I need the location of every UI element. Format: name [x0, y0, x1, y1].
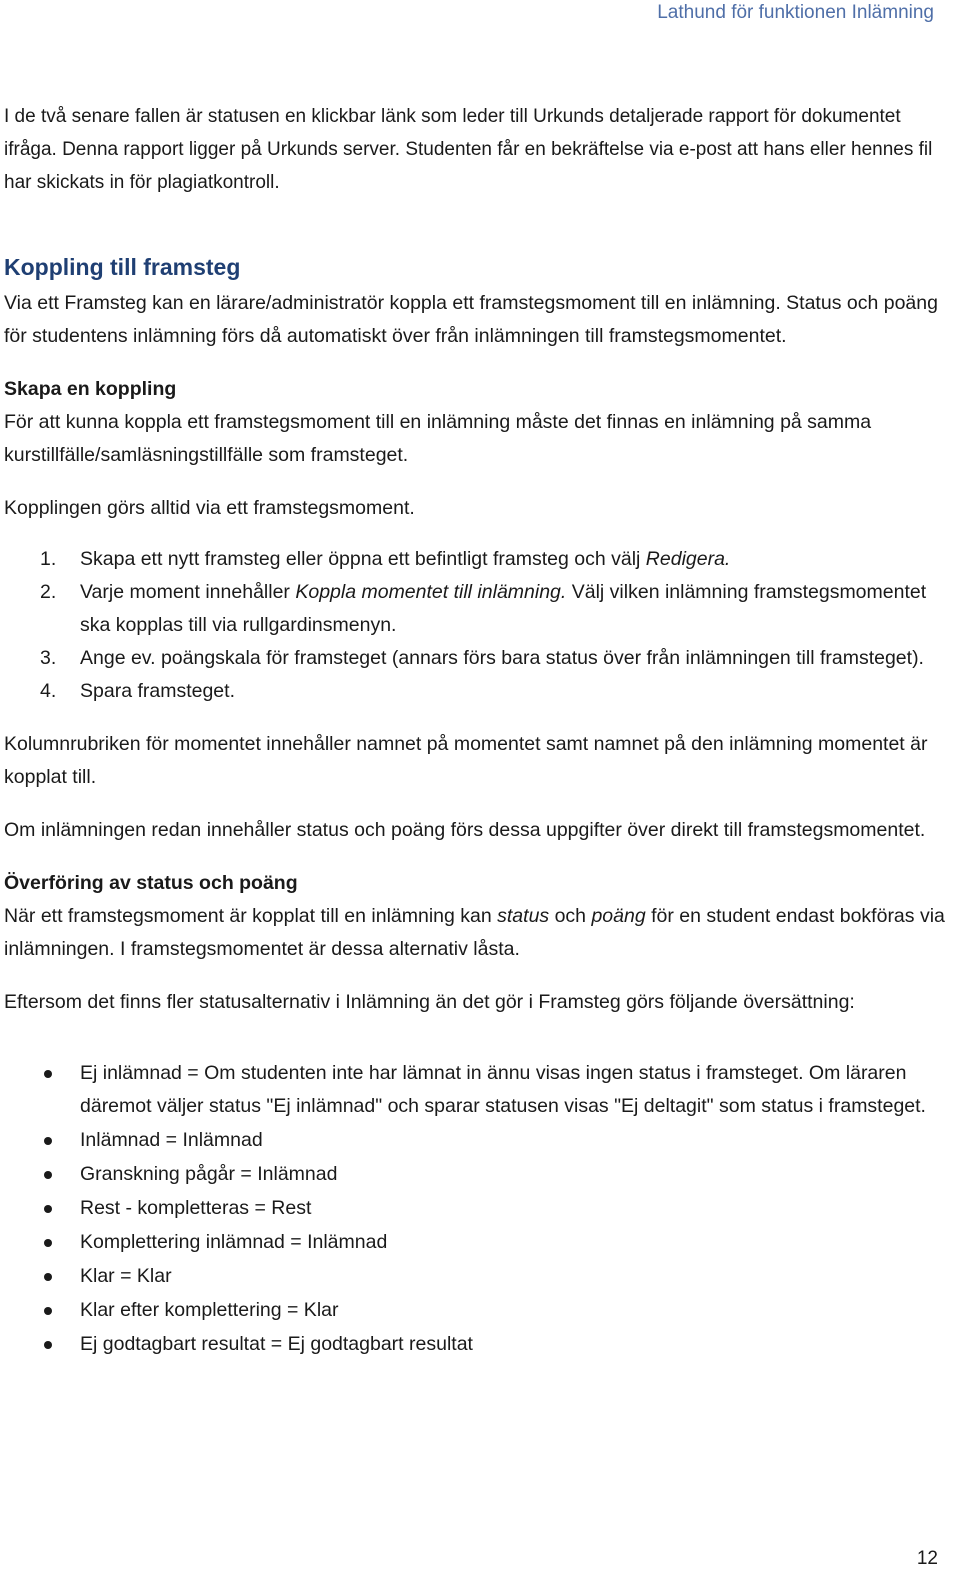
mapping-item: [4, 1260, 954, 1293]
step-text: Skapa ett nytt framsteg eller öppna ett befintligt framsteg och välj: [80, 548, 646, 570]
bullet-icon: [44, 1205, 52, 1213]
redan-status-paragraph: Om inlämningen redan innehåller status och poäng förs dessa uppgifter över direkt till framstegsmomentet.: [4, 819, 926, 841]
mapping-text: Klar efter komplettering = Klar: [80, 1299, 339, 1321]
document-header: Lathund för funktionen Inlämning: [657, 2, 934, 23]
overforing-emphasis-poang: poäng: [591, 905, 646, 927]
document-body: [4, 100, 954, 1362]
step-emphasis: Koppla momentet till inlämning.: [295, 581, 567, 603]
bullet-icon: [44, 1341, 52, 1349]
mapping-item: [4, 1226, 954, 1259]
bullet-icon: [44, 1239, 52, 1247]
mapping-text: Komplettering inlämnad = Inlämnad: [80, 1231, 388, 1253]
mapping-text: Ej godtagbart resultat = Ej godtagbart resultat: [80, 1333, 473, 1355]
overforing-text-mid: och: [549, 905, 592, 927]
mapping-text: Rest - kompletteras = Rest: [80, 1197, 312, 1219]
overforing-paragraph: [4, 900, 954, 966]
overforing-emphasis-status: status: [497, 905, 550, 927]
mapping-item: [4, 1192, 954, 1225]
bullet-icon: [44, 1273, 52, 1281]
step-number: 2.: [40, 581, 57, 603]
step-text: Ange ev. poängskala för framsteget (annars förs bara status över från inlämningen till framsteget).: [80, 647, 924, 669]
step-item: [4, 642, 954, 675]
mapping-item: [4, 1158, 954, 1191]
mapping-list: [4, 1057, 954, 1361]
mapping-text: Granskning pågår = Inlämnad: [80, 1163, 338, 1185]
step-text: Varje moment innehåller: [80, 581, 296, 603]
step-text-post: Välj vilken inlämning framstegsmomentet ska kopplas till via rullgardinsmenyn.: [80, 581, 927, 636]
kolumnrubrik-paragraph: Kolumnrubriken för momentet innehåller namnet på momentet samt namnet på den inlämning momentet är kopplat till.: [4, 733, 928, 788]
koppling-paragraph: Via ett Framsteg kan en lärare/administratör koppla ett framstegsmoment till en inlämning. Status och poäng för studentens inlämning förs då automatiskt över från inlämningen till framstegsmomentet.: [4, 292, 938, 347]
step-number: 1.: [40, 548, 57, 570]
kopplingen-note: Kopplingen görs alltid via ett framstegsmoment.: [4, 497, 415, 519]
mapping-item: [4, 1328, 954, 1361]
step-emphasis: Redigera.: [645, 548, 731, 570]
intro-paragraph: I de två senare fallen är statusen en klickbar länk som leder till Urkunds detaljerade rapport för dokumentet ifråga. Denna rapport ligger på Urkunds server. Studenten får en bekräftelse via e-post att hans eller hennes fil har skickats in för plagiatkontroll.: [4, 106, 933, 193]
mapping-text: Inlämnad = Inlämnad: [80, 1129, 263, 1151]
bullet-icon: [44, 1070, 52, 1078]
page-number: 12: [916, 1548, 938, 1569]
mapping-item: [4, 1294, 954, 1327]
skapa-paragraph: För att kunna koppla ett framstegsmoment till en inlämning måste det finnas en inlämning på samma kurstillfälle/samläsningstillfälle som framsteget.: [4, 411, 872, 466]
heading-skapa-en-koppling: Skapa en koppling: [4, 378, 177, 400]
mapping-text: Ej inlämnad = Om studenten inte har lämnat in ännu visas ingen status i framsteget. Om läraren däremot väljer status "Ej inlämnad" och sparar statusen visas "Ej deltagit" som status i framsteget.: [80, 1062, 926, 1117]
step-number: 3.: [40, 647, 57, 669]
eftersom-paragraph: Eftersom det finns fler statusalternativ i Inlämning än det gör i Framsteg görs följande översättning:: [4, 991, 855, 1013]
overforing-text: När ett framstegsmoment är kopplat till en inlämning kan: [4, 905, 498, 927]
mapping-item: [4, 1124, 954, 1157]
bullet-icon: [44, 1171, 52, 1179]
mapping-item: [4, 1057, 954, 1123]
heading-overforing: Överföring av status och poäng: [4, 872, 298, 894]
step-item: [4, 576, 954, 642]
step-number: 4.: [40, 680, 57, 702]
bullet-icon: [44, 1307, 52, 1315]
bullet-icon: [44, 1137, 52, 1145]
step-text: Spara framsteget.: [80, 680, 235, 702]
overforing-text-post: för en student endast bokföras via inlämningen. I framstegsmomentet är dessa alternativ låsta.: [4, 905, 945, 960]
heading-koppling-till-framsteg: Koppling till framsteg: [4, 254, 241, 280]
step-item: [4, 675, 954, 708]
step-item: [4, 543, 954, 576]
steps-list: [4, 543, 954, 708]
mapping-text: Klar = Klar: [80, 1265, 172, 1287]
